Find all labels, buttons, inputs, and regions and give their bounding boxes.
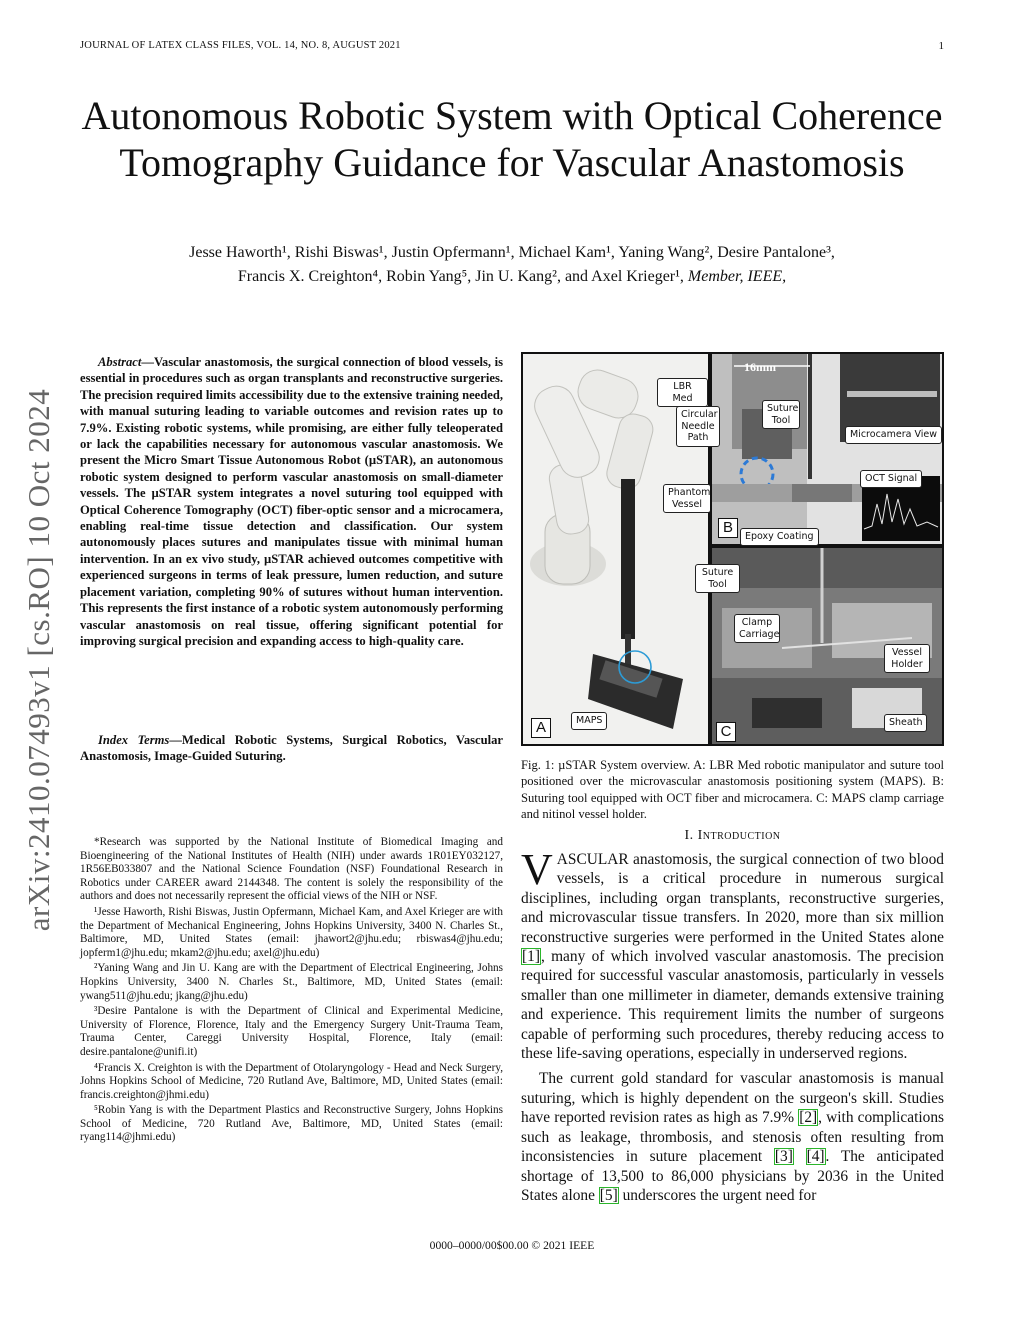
index-terms bbox=[80, 732, 503, 765]
intro-paragraph-2 bbox=[521, 1069, 944, 1205]
index-terms-label: Index Terms bbox=[98, 733, 170, 747]
figure-1 bbox=[521, 352, 944, 746]
intro-p2-c: . The anticipated shortage of 13,500 to 86,000 physicians by 2036 in the United States alone bbox=[521, 1148, 944, 1204]
label-scale-bar: 16mm bbox=[744, 360, 776, 374]
footnote-affiliation-5: ⁵Robin Yang is with the Department Plastics and Reconstructive Surgery, Johns Hopkins School of Medicine, 720 Rutland Ave, Baltimore, MD, United States (email: ryang114@jhmi.edu) bbox=[80, 1104, 503, 1144]
label-clamp-carriage: Clamp Carriage bbox=[734, 614, 780, 643]
footnote-affiliation-4: ⁴Francis X. Creighton is with the Department of Otolaryngology - Head and Neck Surgery, Johns Hopkins School of Medicine, 720 Rutland Ave, Baltimore, MD, United States (email: francis.creighton@jhmi.edu) bbox=[80, 1061, 503, 1101]
label-suture-tool-b: Suture Tool bbox=[762, 400, 800, 429]
author-line-2 bbox=[90, 265, 934, 289]
copyright-footer: 0000–0000/00$00.00 © 2021 IEEE bbox=[429, 1239, 595, 1252]
section-heading-introduction: I. Introduction bbox=[684, 828, 781, 843]
panel-c-letter: C bbox=[716, 722, 736, 742]
label-vessel-holder: Vessel Holder bbox=[884, 644, 930, 673]
label-circular-needle-path: Circular Needle Path bbox=[676, 406, 720, 447]
citation-link-3[interactable]: [3] bbox=[774, 1148, 793, 1166]
footnote-affiliation-3: ³Desire Pantalone is with the Department of Clinical and Experimental Medicine, University of Florence, Florence, Italy and the Emergency Surgery Unit-Trauma Team, Trauma Center, Careggi University Hospital, Florence, Italy (email: desire.pantalone@unifi.it) bbox=[80, 1005, 503, 1058]
citation-link-4[interactable]: [4] bbox=[806, 1148, 825, 1166]
label-lbr-med: LBR Med bbox=[657, 378, 708, 407]
panel-c-maps-photo bbox=[710, 546, 944, 746]
label-sheath: Sheath bbox=[884, 714, 927, 732]
footnote-affiliation-1: ¹Jesse Haworth, Rishi Biswas, Justin Opfermann, Michael Kam, and Axel Krieger are with the Department of Mechanical Engineering, Johns Hopkins University, 3400 N. Charles St., Baltimore, MD, United States (email: jhawort2@jhu.edu; rbiswas4@jhu.edu; jopferm1@jhu.edu; mkam2@jhu.edu; axel@jhu.edu) bbox=[80, 905, 503, 959]
running-header: JOURNAL OF LATEX CLASS FILES, VOL. 14, NO. 8, AUGUST 2021 bbox=[80, 40, 401, 51]
label-maps: MAPS bbox=[571, 712, 607, 730]
author-line-1: Jesse Haworth¹, Rishi Biswas¹, Justin Opfermann¹, Michael Kam¹, Yaning Wang², Desire Pantalone³, bbox=[189, 244, 835, 261]
label-suture-tool-a: Suture Tool bbox=[695, 564, 740, 593]
footnotes bbox=[80, 836, 503, 1147]
label-epoxy-coating: Epoxy Coating bbox=[740, 528, 819, 546]
figure-1-caption: Fig. 1: µSTAR System overview. A: LBR Med robotic manipulator and suture tool positioned over the microvascular anastomosis positioning system (MAPS). B: Suturing tool equipped with OCT fiber and microcamera. C: MAPS clamp carriage and nitinol vessel holder. bbox=[521, 758, 944, 822]
abstract bbox=[80, 354, 503, 649]
introduction-body bbox=[521, 845, 944, 1205]
footnote-funding: *Research was supported by the National Institute of Biomedical Imaging and Bioengineering of the National Institutes of Health (NIH) under awards 1R01EY032127, 1R56EB033807 and the National Science Foundation (NSF) Foundational Research in Robotics under CAREER award 2144348. The content is solely the responsibility of the authors and does not necessarily represent the official views of the NIH or NSF. bbox=[80, 836, 503, 903]
label-oct-signal: OCT Signal bbox=[860, 470, 922, 488]
panel-a-letter: A bbox=[531, 718, 551, 738]
intro-paragraph-1 bbox=[521, 845, 944, 1063]
abstract-text: —Vascular anastomosis, the surgical connection of blood vessels, is essential in procedures such as organ transplants and reconstructive surgeries. The precision required limits accessibility due to the extensive training needed, with manual suturing leading to variable outcomes and revision rates up to 7.9%. Existing robotic systems, while promising, are either fully teleoperated or lack the capabilities necessary for autonomous vascular anastomosis. We present the Micro Smart Tissue Autonomous Robot (µSTAR), an autonomous robotic system designed to perform vascular anastomosis on small-diameter vessels. The µSTAR system integrates a novel suturing tool equipped with Optical Coherence Tomography (OCT) fiber-optic sensor and a microcamera, enabling real-time tissue detection and classification. Our system autonomously places sutures and manipulates tissue with minimal human intervention. In an ex vivo study, µSTAR achieved outcomes competitive with experienced surgeons in terms of leak pressure, lumen reduction, and suture placement variation, completing 90% of sutures without human intervention. This represents the first instance of a robotic system autonomously performing vascular anastomosis on real tissue, offering significant potential for improving surgical precision and expanding access to high-quality care. bbox=[80, 355, 503, 648]
label-phantom-vessel: Phantom Vessel bbox=[663, 484, 711, 513]
author-list bbox=[90, 241, 934, 289]
drop-cap: V bbox=[521, 845, 553, 894]
panel-b-letter: B bbox=[718, 518, 738, 538]
intro-p1-lead: ASCULAR anastomosis, the surgical connection of two blood vessels, is a critical procedure in numerous surgical disciplines, including organ transplants, reconstructive surgeries, and microvascular tissue transfers. In 2020, more than six million reconstructive surgeries were performed in the United States alone bbox=[521, 851, 944, 946]
footnote-affiliation-2: ²Yaning Wang and Jin U. Kang are with the Department of Electrical Engineering, Johns Hopkins University, 3400 N. Charles St., Baltimore, MD, United States (email: ywang511@jhu.edu; jkang@jhu.edu) bbox=[80, 962, 503, 1002]
index-terms-text: —Medical Robotic Systems, Surgical Robotics, Vascular Anastomosis, Image-Guided Suturing. bbox=[80, 733, 503, 764]
citation-link-5[interactable]: [5] bbox=[599, 1186, 618, 1204]
intro-p2-b: , with complications such as leakage, thrombosis, and stenosis often resulting from inconsistencies in suture placement bbox=[521, 1109, 944, 1166]
citation-link-1[interactable]: [1] bbox=[522, 948, 540, 966]
page-number: 1 bbox=[938, 40, 944, 52]
abstract-label: Abstract bbox=[98, 355, 142, 369]
intro-p2-d: underscores the urgent need for bbox=[618, 1186, 817, 1204]
intro-p2-a: The current gold standard for vascular anastomosis is manual suturing, which is highly dependent on the surgeon's skill. Studies have reported revision rates as high as 7.9% bbox=[521, 1070, 944, 1127]
arxiv-identifier: arXiv:2410.07493v1 [cs.RO] 10 Oct 2024 bbox=[21, 388, 56, 932]
label-microcamera-view: Microcamera View bbox=[845, 426, 942, 444]
suture-tool-illustration bbox=[712, 354, 942, 544]
intro-p1-tail: , many of which involved vascular anastomosis. The precision required for successful vascular anastomosis, particularly in vessels smaller than one millimeter in diameter, demands extensive training and experience. This requirement limits the number of surgeons capable of performing such procedures, thereby reducing access to these life-saving operations, especially in underserved regions. bbox=[521, 948, 944, 1063]
paper-title: Autonomous Robotic System with Optical Coherence Tomography Guidance for Vascular Anastomosis bbox=[81, 93, 943, 185]
author-line-2-names: Francis X. Creighton⁴, Robin Yang⁵, Jin U. Kang², and Axel Krieger¹, bbox=[237, 268, 684, 285]
member-ieee: Member, IEEE, bbox=[687, 268, 787, 285]
citation-link-2[interactable]: [2] bbox=[799, 1109, 818, 1127]
arxiv-sidebar bbox=[14, 350, 64, 970]
